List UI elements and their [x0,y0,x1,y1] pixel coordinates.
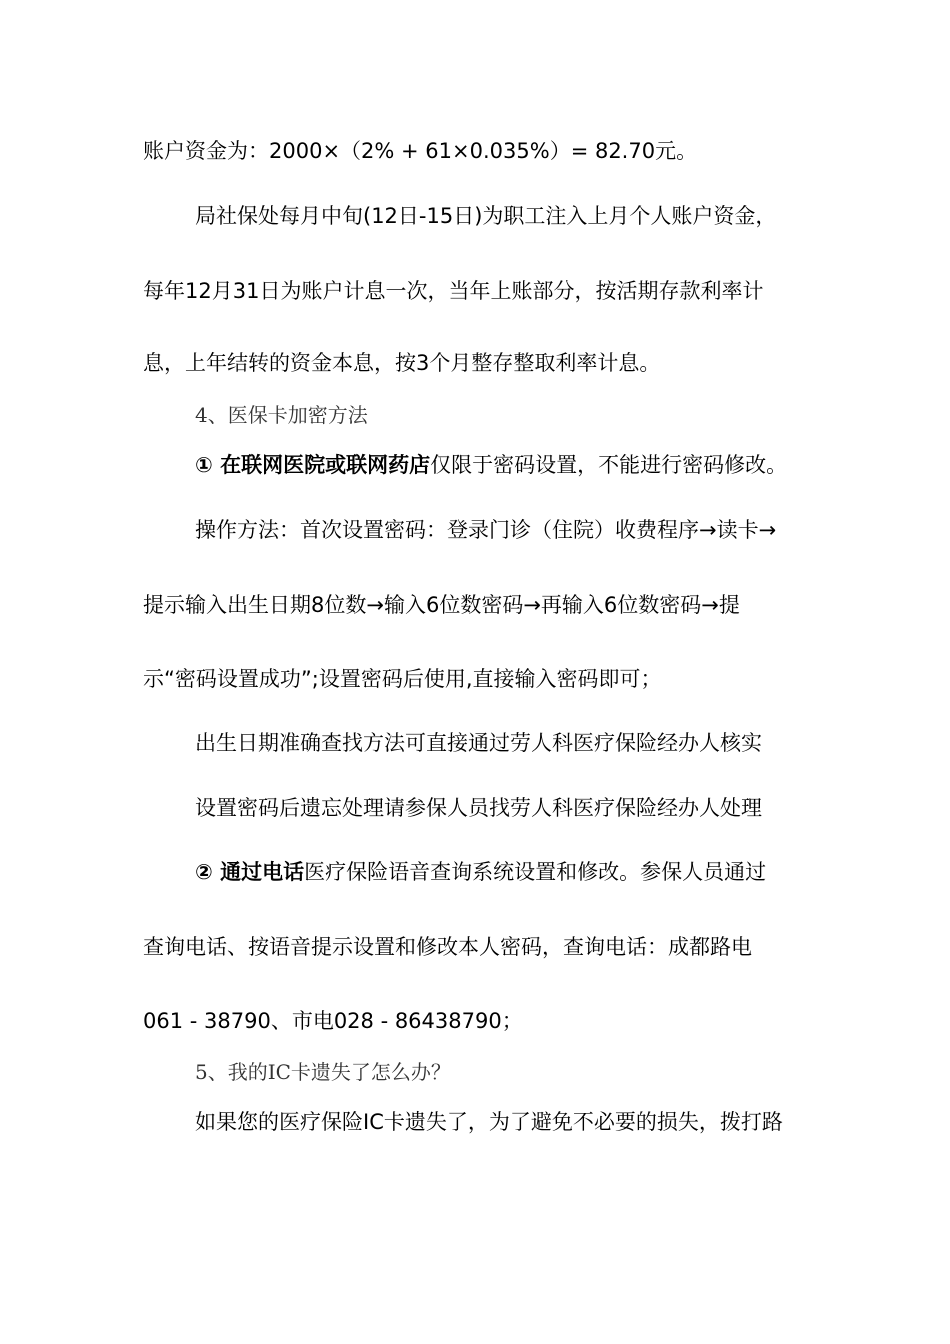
paragraph-line: 出生日期准确查找方法可直接通过劳人科医疗保险经办人核实 [195,731,762,755]
paragraph-line: 如果您的医疗保险IC卡遗失了，为了避免不必要的损失，拨打路 [195,1110,783,1134]
method-title: ① 在联网医院或联网药店 [195,453,431,477]
paragraph-line: 提示输入出生日期8位数→输入6位数密码→再输入6位数密码→提 [143,593,740,617]
paragraph-line: 息，上年结转的资金本息，按3个月整存整取利率计息。 [143,351,661,375]
section-heading: 5、我的IC卡遗失了怎么办？ [195,1060,451,1084]
paragraph-line: 查询电话、按语音提示设置和修改本人密码，查询电话：成都路电 [143,935,752,959]
paragraph-line: ① 在联网医院或联网药店仅限于密码设置，不能进行密码修改。 [195,453,788,477]
paragraph-line: 操作方法：首次设置密码：登录门诊（住院）收费程序→读卡→ [195,518,777,542]
method-title: ② 通过电话 [195,860,305,884]
paragraph-line: 账户资金为：2000×（2% + 61×0.035%）= 82.70元。 [143,139,698,163]
paragraph-line: 每年12月31日为账户计息一次，当年上账部分，按活期存款利率计 [143,279,764,303]
paragraph-line: 设置密码后遗忘处理请参保人员找劳人科医疗保险经办人处理 [195,796,762,820]
section-heading: 4、医保卡加密方法 [195,403,368,427]
paragraph-line: ② 通过电话医疗保险语音查询系统设置和修改。参保人员通过 [195,860,767,884]
paragraph-line: 局社保处每月中旬(12日-15日)为职工注入上月个人账户资金， [195,204,777,228]
paragraph-line: 示“密码设置成功”;设置密码后使用,直接输入密码即可； [143,667,662,691]
paragraph-line: 061 - 38790、市电028 - 86438790； [143,1009,523,1033]
